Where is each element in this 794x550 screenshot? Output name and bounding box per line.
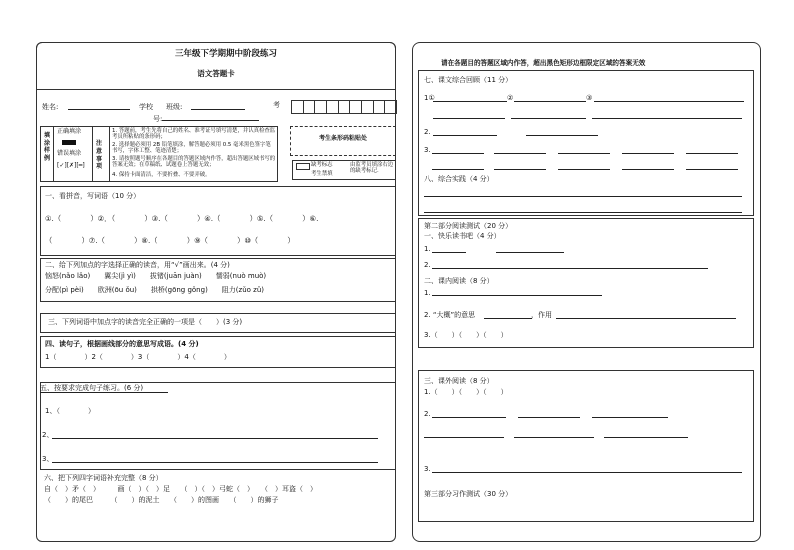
exam-no-label-bottom: 号:: [153, 115, 163, 123]
reading-1-line-2[interactable]: [432, 268, 708, 269]
notice-2: 2. 选择题必须用 2B 铅笔填涂，解答题必须用 0.5 毫米黑色签字笔书写，字体工整、笔迹清楚；: [112, 142, 271, 155]
notice-4: 4. 保持卡面清洁，不要折叠、不要弄破。: [112, 172, 211, 178]
section-6-row-1: 自（ ）矛（ ） 画（ ）（ ）足 （ ）（ ）弓蛇（ ） （ ）耳盗（ ）: [44, 485, 317, 493]
reading-3-title: 三、课外阅读（8 分）: [424, 377, 494, 385]
reading-2-item-1: 1.: [424, 289, 431, 297]
legend-divider: [53, 126, 54, 182]
school-label: 学校: [139, 103, 153, 111]
section-5-title: 五、按要求完成句子练习。(6 分): [40, 384, 144, 392]
section-6-title: 六、把下列四字词语补充完整（8 分）: [44, 474, 163, 482]
section-5-box: [40, 382, 396, 470]
answer-area-notice: 请在各题目的答题区域内作答，超出黑色矩形边框限定区域的答案无效: [441, 59, 646, 67]
reading-3-line-2c[interactable]: [592, 417, 668, 418]
s7-line-1f[interactable]: [592, 118, 742, 119]
section-2-row-2: 分配(pì pèi) 欧洲(ōu ǒu) 拱桥(gōng gǒng) 阻力(zǔo zǔ): [45, 286, 264, 294]
s7-item-1c: ③: [586, 94, 593, 102]
correct-fill-label: 正确填涂: [57, 128, 82, 135]
school-field[interactable]: [162, 120, 259, 121]
notice-1: 1. 答题前，考生先将自己的姓名、准考证号填写清楚，并认真检查监考员所粘贴的条形码；: [112, 128, 276, 141]
reading-3-line-2b[interactable]: [518, 417, 580, 418]
s7-line-3f[interactable]: [432, 169, 484, 170]
s8-line-2[interactable]: [424, 212, 742, 213]
reading-3-line-2f[interactable]: [604, 437, 688, 438]
section-7-title: 七、课文综合回顾（11 分）: [424, 76, 513, 84]
reading-3-item-2: 2.: [424, 410, 431, 418]
section-1-row-1: ①.（ ）②．（ ）③.（ ）④.（ ）⑤.（ ）⑥.: [45, 214, 319, 223]
part-2-title: 第二部分阅读测试（20 分）: [424, 222, 513, 230]
section-6-row-2: （ ）的尾巴 （ ）的泥土 （ ）的图画 （ ）的狮子: [44, 496, 279, 504]
reading-3-line-2d[interactable]: [424, 437, 504, 438]
legend-divider-3: [109, 126, 110, 182]
sheet-subtitle: 语文答题卡: [197, 69, 235, 78]
s7-line-1c[interactable]: [594, 101, 744, 102]
absent-label-2: 考生禁填: [311, 171, 333, 177]
absent-checkbox[interactable]: [296, 163, 310, 170]
fill-example-label: 填涂样例: [44, 132, 51, 162]
reading-2-line-2a[interactable]: [484, 318, 532, 319]
reading-3-line-2a[interactable]: [432, 417, 506, 418]
legend-divider-2: [92, 126, 93, 182]
absent-label: 缺考标志: [311, 162, 333, 168]
class-label: 班级:: [166, 103, 183, 111]
reading-2-item-3: 3.（ ）（ ）（ ）: [424, 331, 508, 339]
barcode-label: 考生条形码粘贴处: [318, 135, 367, 142]
exam-number-grid[interactable]: [291, 100, 397, 114]
s7-item-2: 2.: [424, 128, 431, 136]
reading-2-line-2b[interactable]: [556, 318, 736, 319]
s7-item-3: 3.: [424, 146, 431, 154]
section-5-line-3[interactable]: [52, 462, 378, 463]
exam-no-label-top: 考: [273, 101, 280, 109]
section-3-title: 三、下列词语中加点字的读音完全正确的一项是（ ）(3 分): [48, 318, 243, 326]
s7-line-3j[interactable]: [686, 169, 738, 170]
reading-3-item-1: 1.（ ）（ ）（ ）: [424, 388, 508, 396]
reading-2-line-1[interactable]: [432, 295, 602, 296]
section-2-title: 二、给下列加点的字选择正确的读音，用“√”画出来。(4 分): [45, 261, 230, 269]
s7-line-3g[interactable]: [494, 169, 546, 170]
wrong-fill-label: 错误填涂: [57, 150, 82, 157]
s8-line-1[interactable]: [424, 196, 742, 197]
s7-line-1d[interactable]: [433, 118, 505, 119]
s7-line-3i[interactable]: [622, 169, 674, 170]
wrong-fill-sample: [✓][✗][━]: [57, 162, 85, 169]
section-1-title: 一、看拼音，写词语（10 分）: [45, 192, 141, 200]
reading-1-line-1a[interactable]: [432, 252, 466, 253]
reading-3-line-3[interactable]: [432, 472, 742, 473]
reading-1-line-1b[interactable]: [496, 252, 564, 253]
s7-line-1e[interactable]: [511, 118, 586, 119]
reading-1-item-2: 2.: [424, 261, 431, 269]
section-5-line-2[interactable]: [52, 438, 378, 439]
sheet-title: 三年级下学期期中阶段练习: [174, 49, 277, 59]
reading-2-item-2b: ，作用: [531, 311, 552, 319]
section-5-item-3: 3、: [42, 455, 54, 463]
s7-line-1b[interactable]: [514, 101, 586, 102]
absent-note: 由监考员填涂右边的缺考标记.: [350, 162, 394, 175]
s7-item-1a: 1①: [424, 94, 435, 102]
section-5-item-2: 2、: [42, 431, 54, 439]
reading-3-item-3: 3.: [424, 465, 431, 473]
s7-line-3a[interactable]: [432, 153, 484, 154]
s7-line-2b[interactable]: [526, 135, 598, 136]
notice-3: 3. 请按照题号顺序在各题目的答题区域内作答，超出答题区域书写的答案无效；在草稿纸、试题卷上答题无效；: [112, 156, 276, 169]
s7-line-3d[interactable]: [622, 153, 674, 154]
notice-label: 注意事项: [96, 140, 103, 171]
name-label: 姓名:: [42, 103, 59, 111]
section-4-row: 1（ ）2（ ）3（ ）4（ ）: [45, 353, 231, 361]
s7-line-1a[interactable]: [433, 101, 507, 102]
s7-line-3h[interactable]: [558, 169, 610, 170]
reading-2-item-2a: 2. “大概”的意思: [424, 311, 476, 319]
name-field[interactable]: [68, 109, 130, 110]
s7-line-3e[interactable]: [686, 153, 738, 154]
section-5-title-underline: [40, 392, 168, 393]
s7-line-3c[interactable]: [558, 153, 610, 154]
s7-line-2a[interactable]: [433, 135, 497, 136]
section-2-row-1: 恼怒(nǎo lǎo) 翼尖(jì yì) 拔锗(juān juàn) 懦弱(nuò muò): [45, 272, 267, 280]
reading-2-title: 二、课内阅读（8 分）: [424, 277, 494, 285]
section-8-title: 八、综合实践（4 分）: [424, 175, 494, 183]
section-1-row-2: （ ）⑦.（ ）⑧.（ ）⑨（ ）⑩（ ）: [45, 236, 295, 245]
correct-fill-sample: [62, 140, 76, 145]
section-4-title: 四、读句子，根据画线部分的意思写成语。(4 分): [45, 340, 199, 348]
section-7-8-box: [418, 70, 754, 216]
s7-item-1b: ②: [507, 94, 514, 102]
reading-1-title: 一、快乐读书吧（4 分）: [424, 232, 501, 240]
s7-line-3b[interactable]: [494, 153, 546, 154]
reading-3-line-2e[interactable]: [514, 437, 594, 438]
section-5-item-1: 1、（ ）: [45, 407, 95, 415]
reading-1-item-1: 1.: [424, 245, 431, 253]
class-field[interactable]: [191, 109, 245, 110]
part-3-title: 第三部分习作测试（30 分）: [424, 490, 513, 498]
